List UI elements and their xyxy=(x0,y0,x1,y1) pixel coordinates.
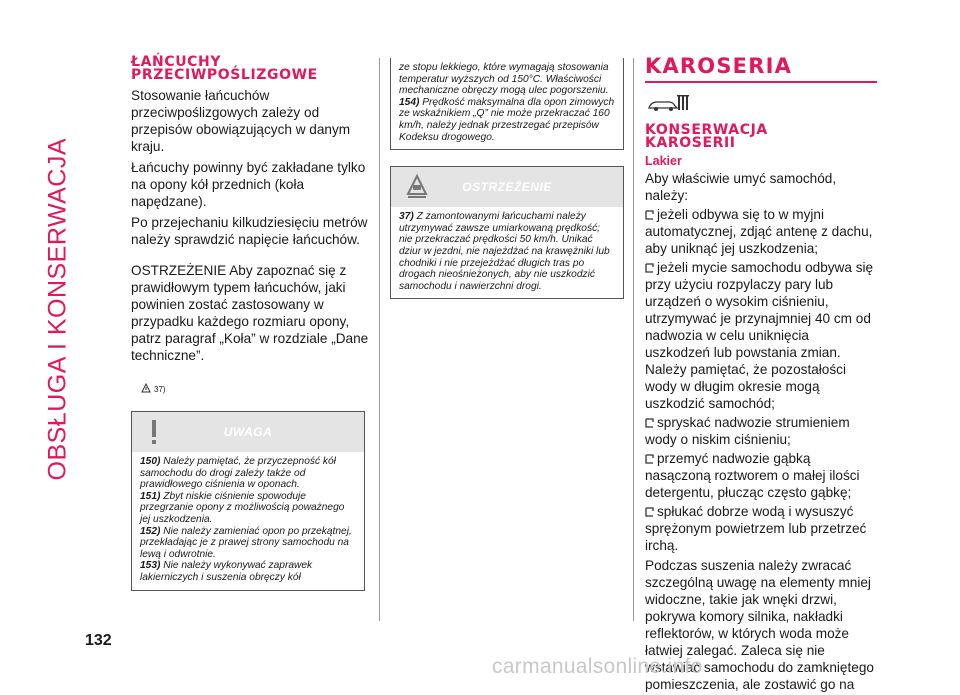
bullet-item xyxy=(645,414,877,448)
body-care-heading-line2: KAROSERII xyxy=(645,135,736,151)
note-154 xyxy=(399,97,615,143)
car-wash-icon xyxy=(647,93,691,113)
body-care-heading xyxy=(645,124,877,150)
watermark-link[interactable]: carmanualsonline.info xyxy=(492,655,703,678)
note-number: 153) xyxy=(140,560,161,572)
bullet-item xyxy=(645,503,877,554)
note-number: 152) xyxy=(140,525,161,537)
warning-reference xyxy=(141,374,371,394)
caution-box-header xyxy=(132,412,364,452)
body-heading: KAROSERIA xyxy=(645,54,793,78)
checkbox-bullet-icon xyxy=(645,418,654,428)
caution-box-title: UWAGA xyxy=(223,425,273,439)
paragraph: Po przejechaniu kilkudziesięciu metrów należy sprawdzić napięcie łańcuchów. xyxy=(131,215,368,247)
note-number: 154) xyxy=(399,96,420,108)
bullet-item xyxy=(645,206,877,257)
bullet-text: jeżeli mycie samochodu odbywa się przy użyciu rozpylaczy pary lub urządzeń o wysokim ciśnieniu, utrzymywać je przynajmniej 40 cm od nadwozia w celu uniknięcia uszkodzeń lub powstania zmian. Należy pamiętać, że pozostałości wody w długim okresie mogą uszkodzić samochód; xyxy=(645,260,874,411)
note-text: Należy pamiętać, że przyczepność kół samochodu do drogi zależy także od prawidłowego ciśnienia w oponach. xyxy=(140,456,336,491)
note-number: 151) xyxy=(140,490,161,502)
note-153-continued: ze stopu lekkiego, które wymagają stosowania temperatur wyższych od 150°C. Właściwości mechaniczne obręczy mogą ulec pogorszeniu. xyxy=(399,62,609,97)
chains-heading-line2: PRZECIWPOŚLIZGOWE xyxy=(131,67,318,83)
bullet-item xyxy=(645,450,877,501)
note-152 xyxy=(140,526,356,561)
column-divider xyxy=(379,58,380,621)
caution-box-body xyxy=(132,452,364,590)
caution-box xyxy=(131,411,365,591)
checkbox-bullet-icon xyxy=(645,454,654,464)
note-text: Nie należy wykonywać zaprawek lakierniczych i suszenia obręczy kół xyxy=(140,560,313,583)
note-153 xyxy=(140,560,356,583)
column-1 xyxy=(131,50,371,591)
section-title-text: OBSŁUGA I KONSERWACJA xyxy=(43,137,72,481)
bullet-text: spłukać dobrze wodą i wysuszyć sprężonym powietrzem lub przetrzeć irchą. xyxy=(645,504,867,553)
page-number: 132 xyxy=(85,632,112,649)
bullet-text: spryskać nadwozie strumieniem wody o niskim ciśnieniu; xyxy=(645,415,850,447)
bullet-text: przemyć nadwozie gąbką nasączoną roztworem o małej ilości detergentu, płucząc często gąbkę; xyxy=(645,451,860,500)
chains-body xyxy=(131,87,371,364)
paragraph-warning: OSTRZEŻENIE Aby zapoznać się z prawidłowym typem łańcuchów, jaki powinien zostać zastosowany w przypadku każdego rozmiaru opony, patrz paragraf „Koła” w rozdziale „Dane techniczne”. xyxy=(131,263,369,363)
bullet-text: jeżeli odbywa się to w myjni automatycznej, zdjąć antenę z dachu, aby uniknąć jej uszkodzenia; xyxy=(645,207,873,256)
note-37 xyxy=(399,211,615,292)
warning-box-header xyxy=(391,167,623,207)
column-3 xyxy=(645,55,877,695)
note-151 xyxy=(140,491,356,526)
note-number: 37) xyxy=(399,211,414,223)
column-2 xyxy=(390,58,622,299)
car-warning-icon xyxy=(141,382,151,394)
warning-box-title: OSTRZEŻENIE xyxy=(462,180,552,195)
body-care-heading-line1: KONSERWACJA xyxy=(645,122,768,138)
bullet-item xyxy=(645,259,877,412)
paragraph: Stosowanie łańcuchów przeciwpoślizgowych zależy od przepisów obowiązujących w danym kraju. xyxy=(131,88,351,154)
paragraph: Łańcuchy powinny być zakładane tylko na opony kół przednich (koła napędzane). xyxy=(131,160,366,209)
note-text: Z zamontowanymi łańcuchami należy utrzymywać zawsze umiarkowaną prędkość; nie przekraczać prędkości 50 km/h. Unikać dziur w jezdni, nie najeżdżać na krawężniki lub chodniki i nie przejeżdżać długich tras po drogach nieośnieżonych, aby nie uszkodzić samochodu i nawierzchni drogi. xyxy=(399,211,610,292)
intro-text: Aby właściwie umyć samochód, należy: xyxy=(645,171,837,203)
warning-box-body xyxy=(391,207,623,298)
chains-heading-line1: ŁAŃCUCHY xyxy=(131,54,222,70)
note-text: Zbyt niskie ciśnienie spowoduje przegrzanie opony z możliwością poważnego jej uszkodzenia. xyxy=(140,490,345,525)
caution-box-continued xyxy=(390,58,624,150)
chains-heading xyxy=(131,56,371,82)
note-150 xyxy=(140,456,356,491)
note-number: 150) xyxy=(140,456,161,467)
reference-number: 37) xyxy=(154,385,166,394)
closing-paragraph: Podczas suszenia należy zwracać szczególną uwagę na elementy mniej widoczne, takie jak wnęki drzwi, pokrywa komory silnika, nakładki reflektorów, w których woda może łatwiej zalegać. Zaleca się nie wstawiać samochodu do zamkniętego pomieszczenia, ale zostawić go na xyxy=(645,558,874,692)
checkbox-bullet-icon xyxy=(645,210,654,220)
paint-subheading: Lakier xyxy=(645,154,682,168)
checkbox-bullet-icon xyxy=(645,507,654,517)
heading-rule xyxy=(645,81,877,83)
checkbox-bullet-icon xyxy=(645,263,654,273)
note-text: Prędkość maksymalna dla opon zimowych ze wskaźnikiem „Q” nie może przekraczać 160 km/h, należy jednak przestrzegać przepisów Kodeksu drogowego. xyxy=(399,96,615,143)
column-divider xyxy=(633,58,634,621)
warning-box xyxy=(390,166,624,299)
note-text: Nie należy zamieniać opon po przekątnej, przekładając je z prawej strony samochodu na lewą i odwrotnie. xyxy=(140,525,352,560)
